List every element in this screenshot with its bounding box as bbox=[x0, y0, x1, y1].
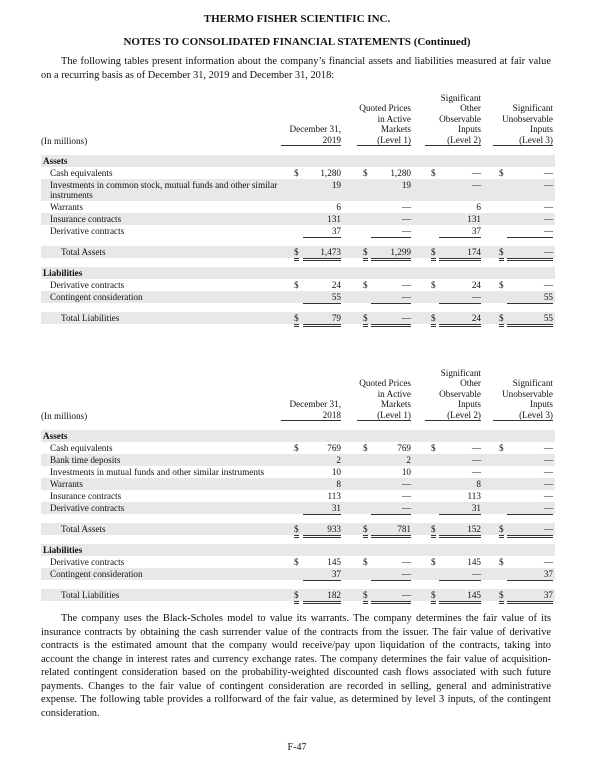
value-cell: 2 bbox=[406, 455, 411, 465]
dollar-sign: $ bbox=[294, 246, 299, 261]
table-row bbox=[41, 502, 555, 514]
spacer bbox=[41, 303, 555, 312]
value-cell: — bbox=[371, 225, 411, 238]
value-cell: — bbox=[543, 168, 553, 178]
value-cell: — bbox=[507, 246, 553, 261]
dollar-sign: $ bbox=[499, 168, 504, 178]
dollar-sign: $ bbox=[363, 557, 368, 567]
value-cell: — bbox=[543, 479, 553, 489]
dollar-sign: $ bbox=[363, 246, 368, 261]
value-cell: 1,299 bbox=[371, 246, 411, 261]
value-cell: — bbox=[371, 502, 411, 515]
column-level3-title: Significant Unobservable Inputs bbox=[501, 378, 553, 409]
column-level1-subtitle: (Level 1) bbox=[357, 410, 411, 422]
table-row bbox=[41, 556, 555, 568]
liabilities-section-label: Liabilities bbox=[43, 268, 83, 278]
row-label: Total Assets bbox=[61, 247, 106, 257]
value-cell: 113 bbox=[467, 491, 481, 501]
value-cell: — bbox=[543, 455, 553, 465]
row-label: Insurance contracts bbox=[50, 214, 122, 224]
column-date bbox=[281, 399, 341, 421]
row-label: Derivative contracts bbox=[50, 226, 125, 236]
dollar-sign: $ bbox=[431, 312, 436, 327]
dollar-sign: $ bbox=[431, 246, 436, 261]
value-cell: — bbox=[471, 443, 481, 453]
dollar-sign: $ bbox=[294, 168, 299, 178]
value-cell: 55 bbox=[303, 291, 341, 304]
value-cell: 769 bbox=[397, 443, 411, 453]
table-header bbox=[41, 80, 555, 146]
value-cell: — bbox=[401, 491, 411, 501]
dollar-sign: $ bbox=[363, 280, 368, 290]
dollar-sign: $ bbox=[499, 312, 504, 327]
value-cell: — bbox=[543, 443, 553, 453]
value-cell: — bbox=[543, 491, 553, 501]
row-label: Warrants bbox=[50, 479, 83, 489]
value-cell: — bbox=[401, 214, 411, 224]
value-cell: 145 bbox=[327, 557, 341, 567]
value-cell: — bbox=[401, 202, 411, 212]
value-cell: — bbox=[401, 280, 411, 290]
value-cell: — bbox=[371, 312, 411, 327]
column-level2-title: Significant Other Observable Inputs bbox=[439, 92, 481, 134]
dollar-sign: $ bbox=[363, 523, 368, 538]
column-level2 bbox=[425, 93, 481, 147]
unit-label: (In millions) bbox=[41, 135, 88, 146]
dollar-sign: $ bbox=[294, 589, 299, 604]
column-level3-title: Significant Unobservable Inputs bbox=[501, 103, 553, 134]
value-cell: 6 bbox=[476, 202, 481, 212]
liabilities-section-label: Liabilities bbox=[43, 545, 83, 555]
value-cell: 145 bbox=[439, 589, 481, 604]
value-cell: 10 bbox=[331, 467, 341, 477]
total-row bbox=[41, 589, 555, 601]
value-cell: 55 bbox=[507, 312, 553, 327]
row-label: Total Liabilities bbox=[61, 313, 120, 323]
row-label: Total Assets bbox=[61, 524, 106, 534]
value-cell: 1,280 bbox=[390, 168, 411, 178]
column-level2-subtitle: (Level 2) bbox=[425, 410, 481, 422]
row-label: Contingent consideration bbox=[50, 292, 143, 302]
column-date-subtitle: 2018 bbox=[281, 410, 341, 422]
fair-value-table-2019 bbox=[41, 80, 555, 324]
column-level3-subtitle: (Level 3) bbox=[493, 410, 553, 422]
table-row bbox=[41, 490, 555, 502]
value-cell: 37 bbox=[439, 225, 481, 238]
column-level1-title: Quoted Prices in Active Markets bbox=[359, 103, 411, 134]
dollar-sign: $ bbox=[499, 443, 504, 453]
row-label: Cash equivalents bbox=[50, 443, 113, 453]
table-row bbox=[41, 568, 555, 580]
value-cell: 131 bbox=[327, 214, 341, 224]
value-cell: — bbox=[439, 291, 481, 304]
assets-section bbox=[41, 155, 555, 167]
assets-section-label: Assets bbox=[43, 156, 68, 166]
table-row bbox=[41, 201, 555, 213]
value-cell: — bbox=[471, 168, 481, 178]
table-row bbox=[41, 179, 555, 201]
unit-label: (In millions) bbox=[41, 410, 88, 421]
value-cell: 8 bbox=[476, 479, 481, 489]
dollar-sign: $ bbox=[363, 589, 368, 604]
column-level1-title: Quoted Prices in Active Markets bbox=[359, 378, 411, 409]
spacer bbox=[41, 580, 555, 589]
intro-paragraph: The following tables present information about the company’s financial assets and liabilities measured at fair value on a recurring basis as of December 31, 2019 and December 31, 2018: bbox=[41, 56, 551, 81]
table-row bbox=[41, 454, 555, 466]
liabilities-section bbox=[41, 267, 555, 279]
value-cell: 769 bbox=[327, 443, 341, 453]
dollar-sign: $ bbox=[431, 168, 436, 178]
value-cell: 31 bbox=[303, 502, 341, 515]
value-cell: 174 bbox=[439, 246, 481, 261]
value-cell: 6 bbox=[336, 202, 341, 212]
value-cell: 10 bbox=[401, 467, 411, 477]
value-cell: — bbox=[471, 455, 481, 465]
assets-section-label: Assets bbox=[43, 431, 68, 441]
spacer bbox=[41, 421, 555, 430]
column-level2-subtitle: (Level 2) bbox=[425, 135, 481, 147]
column-date-title: December 31, bbox=[289, 124, 341, 134]
value-cell: 19 bbox=[401, 180, 411, 190]
value-cell: — bbox=[543, 214, 553, 224]
value-cell: 37 bbox=[303, 568, 341, 581]
row-label: Total Liabilities bbox=[61, 590, 120, 600]
spacer bbox=[41, 237, 555, 246]
dollar-sign: $ bbox=[431, 557, 436, 567]
row-label: Insurance contracts bbox=[50, 491, 122, 501]
value-cell: 113 bbox=[327, 491, 341, 501]
column-level3 bbox=[493, 103, 553, 146]
value-cell: 19 bbox=[331, 180, 341, 190]
value-cell: — bbox=[543, 180, 553, 190]
total-row bbox=[41, 246, 555, 258]
value-cell: 152 bbox=[439, 523, 481, 538]
table-row bbox=[41, 291, 555, 303]
table-row bbox=[41, 225, 555, 237]
dollar-sign: $ bbox=[294, 557, 299, 567]
value-cell: 8 bbox=[336, 479, 341, 489]
value-cell: — bbox=[543, 467, 553, 477]
value-cell: 2 bbox=[336, 455, 341, 465]
value-cell: 37 bbox=[507, 589, 553, 604]
value-cell: — bbox=[471, 467, 481, 477]
dollar-sign: $ bbox=[431, 280, 436, 290]
value-cell: — bbox=[401, 557, 411, 567]
value-cell: 31 bbox=[439, 502, 481, 515]
dollar-sign: $ bbox=[294, 443, 299, 453]
value-cell: — bbox=[371, 291, 411, 304]
value-cell: 781 bbox=[371, 523, 411, 538]
value-cell: 37 bbox=[507, 568, 553, 581]
table-row bbox=[41, 279, 555, 291]
table-row bbox=[41, 478, 555, 490]
column-level1 bbox=[357, 103, 411, 146]
table-row bbox=[41, 213, 555, 225]
dollar-sign: $ bbox=[294, 523, 299, 538]
row-label: Warrants bbox=[50, 202, 83, 212]
row-label: Derivative contracts bbox=[50, 503, 125, 513]
closing-paragraph: The company uses the Black-Scholes model to value its warrants. The company determines the fair value of its insurance contracts by obtaining the cash surrender value of the contracts from the issuer. The fair value of derivative contracts is the estimated amount that the company would receive/pay upon liquidation of the contracts, taking into account the change in interest rates and currency exchange rates. The company determines the fair value of acquisition-related contingent consideration based on the probability-weighted discounted cash flows associated with such future payments. Changes to the fair value of contingent consideration are recorded in selling, general and administrative expense. The following table provides a rollforward of the fair value, as determined by level 3 inputs, of the contingent consideration. bbox=[41, 613, 551, 719]
dollar-sign: $ bbox=[294, 312, 299, 327]
value-cell: — bbox=[507, 225, 553, 238]
page-heading: NOTES TO CONSOLIDATED FINANCIAL STATEMENTS (Continued) bbox=[123, 36, 471, 48]
dollar-sign: $ bbox=[499, 589, 504, 604]
table-row bbox=[41, 442, 555, 454]
company-name: THERMO FISHER SCIENTIFIC INC. bbox=[203, 13, 391, 25]
column-level1 bbox=[357, 378, 411, 421]
row-label: Investments in common stock, mutual funds and other similar instruments bbox=[50, 180, 278, 200]
liabilities-section bbox=[41, 544, 555, 556]
value-cell: — bbox=[543, 557, 553, 567]
value-cell: — bbox=[439, 568, 481, 581]
value-cell: 933 bbox=[303, 523, 341, 538]
dollar-sign: $ bbox=[363, 168, 368, 178]
value-cell: 79 bbox=[303, 312, 341, 327]
row-label: Contingent consideration bbox=[50, 569, 143, 579]
table-row bbox=[41, 466, 555, 478]
value-cell: 24 bbox=[439, 312, 481, 327]
dollar-sign: $ bbox=[363, 312, 368, 327]
page-number: F-47 bbox=[287, 742, 307, 753]
value-cell: 24 bbox=[331, 280, 341, 290]
assets-section bbox=[41, 430, 555, 442]
dollar-sign: $ bbox=[499, 246, 504, 261]
value-cell: — bbox=[401, 479, 411, 489]
column-level2-title: Significant Other Observable Inputs bbox=[439, 367, 481, 409]
value-cell: 145 bbox=[467, 557, 481, 567]
column-date-subtitle: 2019 bbox=[281, 135, 341, 147]
value-cell: 1,473 bbox=[303, 246, 341, 261]
value-cell: — bbox=[543, 202, 553, 212]
table-header bbox=[41, 355, 555, 421]
value-cell: 182 bbox=[303, 589, 341, 604]
value-cell: — bbox=[471, 180, 481, 190]
row-label: Cash equivalents bbox=[50, 168, 113, 178]
column-date-title: December 31, bbox=[289, 399, 341, 409]
column-date bbox=[281, 124, 341, 146]
value-cell: 37 bbox=[303, 225, 341, 238]
spacer bbox=[41, 514, 555, 523]
value-cell: — bbox=[507, 502, 553, 515]
dollar-sign: $ bbox=[294, 280, 299, 290]
row-label: Derivative contracts bbox=[50, 280, 125, 290]
value-cell: — bbox=[371, 568, 411, 581]
column-level2 bbox=[425, 368, 481, 422]
value-cell: 131 bbox=[467, 214, 481, 224]
dollar-sign: $ bbox=[499, 557, 504, 567]
row-label: Derivative contracts bbox=[50, 557, 125, 567]
column-level3 bbox=[493, 378, 553, 421]
column-level3-subtitle: (Level 3) bbox=[493, 135, 553, 147]
dollar-sign: $ bbox=[431, 523, 436, 538]
dollar-sign: $ bbox=[431, 443, 436, 453]
spacer bbox=[41, 146, 555, 155]
table-row bbox=[41, 167, 555, 179]
value-cell: — bbox=[371, 589, 411, 604]
dollar-sign: $ bbox=[431, 589, 436, 604]
fair-value-table-2018 bbox=[41, 355, 555, 601]
value-cell: 1,280 bbox=[320, 168, 341, 178]
dollar-sign: $ bbox=[499, 280, 504, 290]
value-cell: 55 bbox=[507, 291, 553, 304]
dollar-sign: $ bbox=[499, 523, 504, 538]
value-cell: — bbox=[507, 523, 553, 538]
total-row bbox=[41, 523, 555, 535]
row-label: Investments in mutual funds and other similar instruments bbox=[50, 467, 265, 477]
column-level1-subtitle: (Level 1) bbox=[357, 135, 411, 147]
dollar-sign: $ bbox=[363, 443, 368, 453]
value-cell: 24 bbox=[471, 280, 481, 290]
value-cell: — bbox=[543, 280, 553, 290]
row-label: Bank time deposits bbox=[50, 455, 121, 465]
total-row bbox=[41, 312, 555, 324]
